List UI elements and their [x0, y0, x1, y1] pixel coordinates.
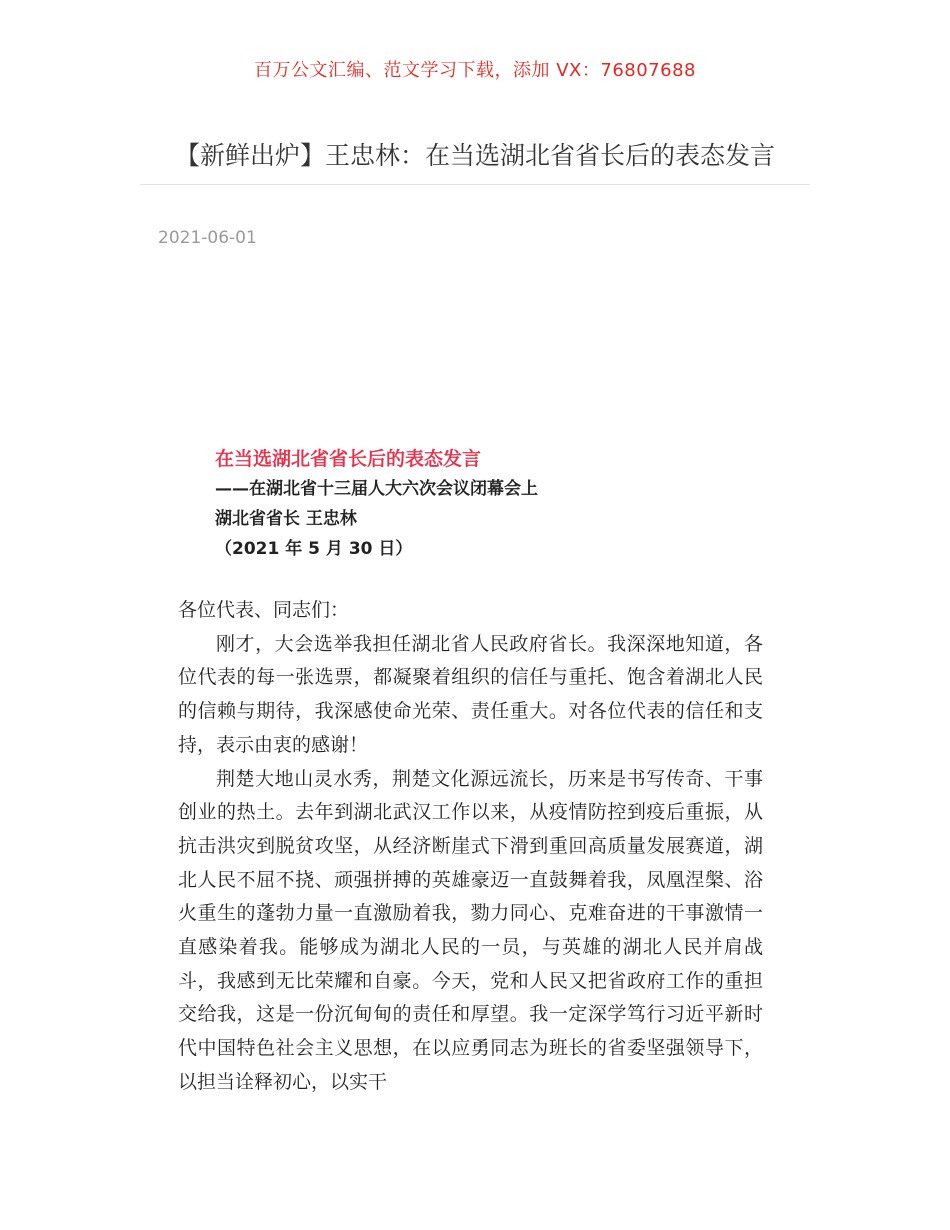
speech-heading — [215, 444, 815, 564]
title-divider — [140, 184, 810, 185]
speech-title: 在当选湖北省省长后的表态发言 — [215, 448, 482, 470]
publish-date: 2021-06-01 — [158, 228, 257, 248]
article-title: 【新鲜出炉】王忠林：在当选湖北省省长后的表态发言 — [174, 141, 775, 170]
speech-speaker: 湖北省省长 王忠林 — [215, 509, 357, 529]
body-paragraph-1: 刚才，大会选举我担任湖北省人民政府省长。我深深地知道，各位代表的每一张选票，都凝聚着组织的信任与重托、饱含着湖北人民的信赖与期待，我深感使命光荣、责任重大。对各位代表的信任和支持，表示由衷的感谢！ — [178, 632, 763, 756]
promo-banner: 百万公文汇编、范文学习下载，添加 VX：76807688 — [254, 60, 696, 81]
salutation: 各位代表、同志们： — [178, 599, 350, 621]
speech-subtitle: ——在湖北省十三届人大六次会议闭幕会上 — [215, 479, 538, 499]
article-body — [178, 594, 763, 1100]
speech-date: （2021 年 5 月 30 日） — [215, 539, 413, 559]
body-paragraph-2: 荆楚大地山灵水秀，荆楚文化源远流长，历来是书写传奇、干事创业的热土。去年到湖北武汉工作以来，从疫情防控到疫后重振，从抗击洪灾到脱贫攻坚，从经济断崖式下滑到重回高质量发展赛道，湖北人民不屈不挠、顽强拼搏的英雄豪迈一直鼓舞着我，凤凰涅槃、浴火重生的蓬勃力量一直激励着我，勠力同心、克难奋进的干事激情一直感染着我。能够成为湖北人民的一员，与英雄的湖北人民并肩战斗，我感到无比荣耀和自豪。今天，党和人民又把省政府工作的重担交给我，这是一份沉甸甸的责任和厚望。我一定深学笃行习近平新时代中国特色社会主义思想，在以应勇同志为班长的省委坚强领导下，以担当诠释初心，以实干 — [178, 767, 763, 1093]
